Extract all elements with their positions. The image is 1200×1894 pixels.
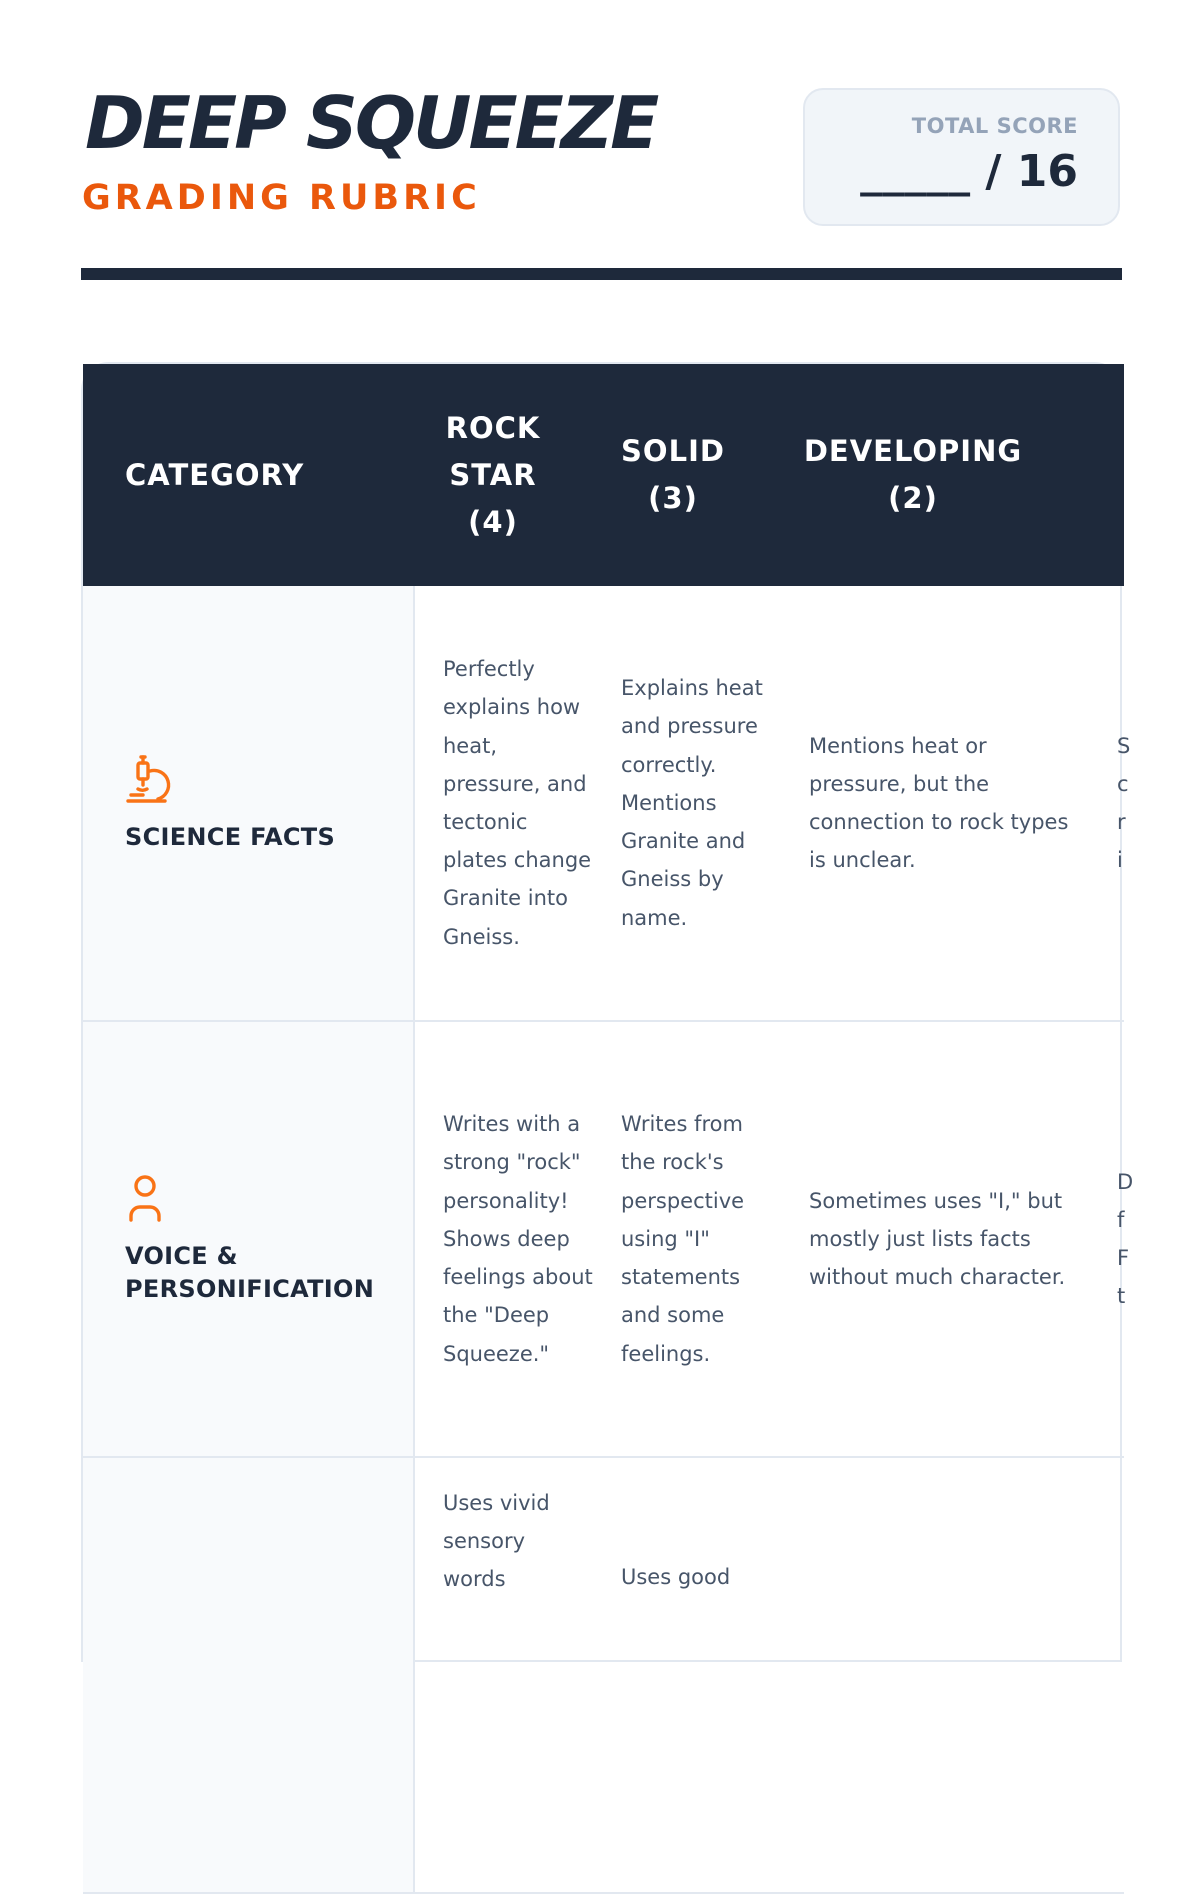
rock-star-cell: Uses vivid sensory words — [443, 1491, 550, 1592]
header-developing: DEVELOPING (2) — [803, 434, 1023, 515]
person-icon — [125, 1172, 169, 1226]
header-solid: SOLID (3) — [621, 434, 725, 515]
solid-cell: Explains heat and pressure correctly. Mentions Granite and Gneiss by name. — [621, 676, 763, 930]
category-cell — [83, 586, 415, 1020]
solid-cell: Writes from the rock's perspective using "I" statements and some feelings. — [621, 1112, 745, 1366]
rubric-table — [81, 362, 1134, 1662]
header-rock-star: ROCK STAR (4) — [445, 410, 541, 539]
total-score-value: _____ / 16 — [860, 146, 1078, 197]
beginning-cell: D f F t — [1117, 1169, 1134, 1309]
page-subtitle: GRADING RUBRIC — [82, 178, 481, 218]
category-cell — [83, 1022, 415, 1456]
solid-cell: Uses good — [621, 1565, 731, 1589]
rock-star-cell: Writes with a strong "rock" personality! Shows deep feelings about the "Deep Squeeze." — [443, 1112, 593, 1366]
page-title: DEEP SQUEEZE — [85, 81, 657, 165]
developing-cell: Sometimes uses "I," but mostly just lists facts without much character. — [809, 1188, 1066, 1290]
table-row — [83, 1022, 1134, 1458]
category-name: SCIENCE FACTS — [125, 822, 336, 851]
page-header — [81, 81, 1122, 226]
header-category: CATEGORY — [125, 457, 305, 492]
category-cell — [83, 1458, 415, 1892]
table-row — [83, 1458, 1124, 1894]
header-divider — [81, 268, 1122, 280]
developing-cell: Mentions heat or pressure, but the connection to rock types is unclear. — [809, 733, 1069, 873]
microscope-icon — [125, 753, 169, 807]
table-row — [83, 586, 1131, 1022]
table-header-row — [83, 364, 1124, 586]
rock-star-cell: Perfectly explains how heat, pressure, and tectonic plates change Granite into Gneiss. — [443, 657, 592, 949]
total-score-box — [803, 88, 1120, 226]
beginning-cell: S c r i — [1117, 733, 1131, 873]
category-name: VOICE & PERSONIFICATION — [125, 1242, 375, 1303]
total-score-label: TOTAL SCORE — [911, 114, 1078, 138]
